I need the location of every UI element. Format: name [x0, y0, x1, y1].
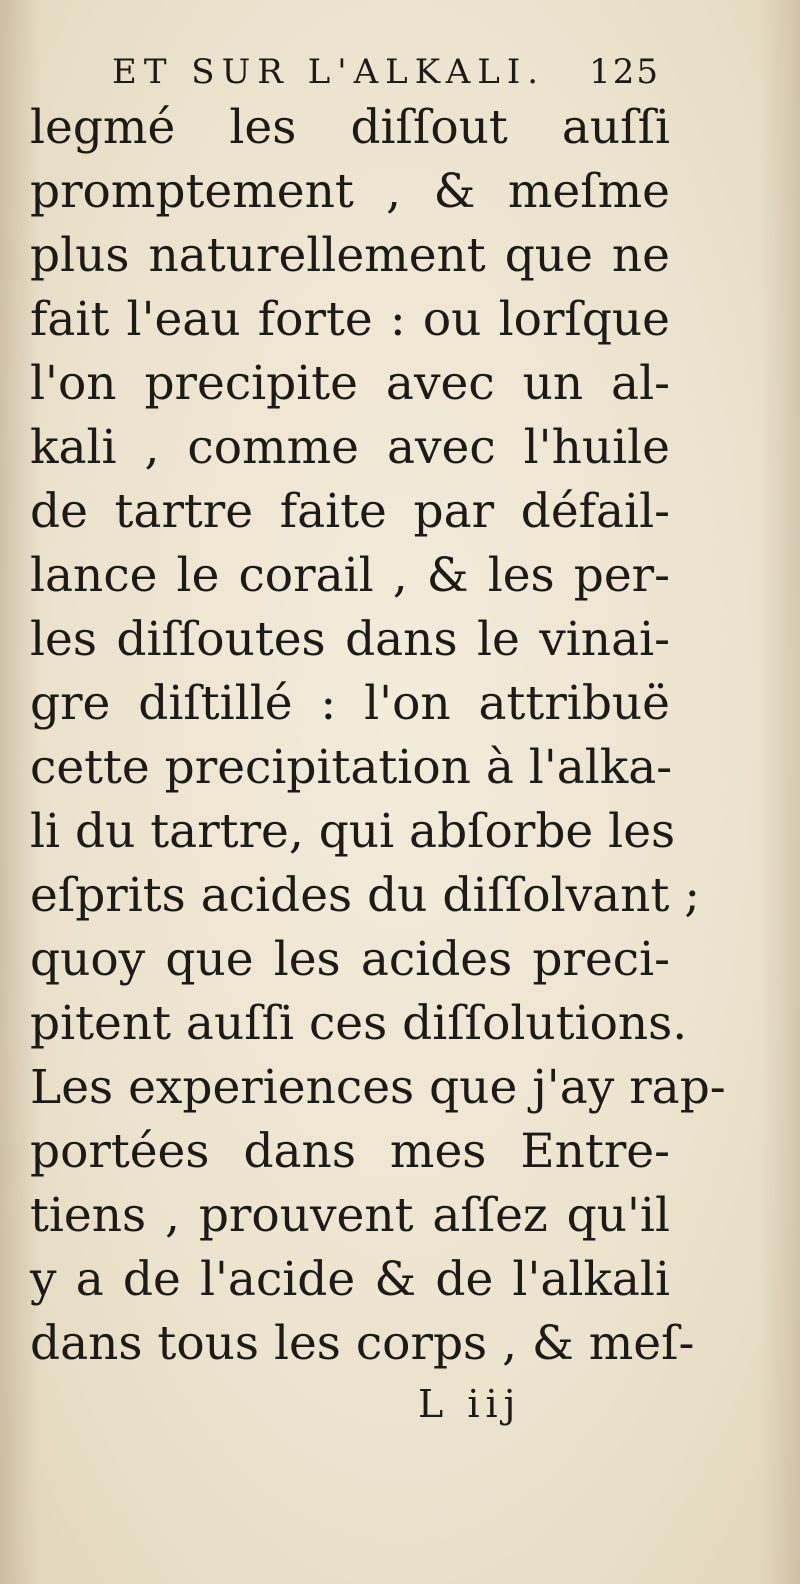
- text-line: l'on precipite avec un al-: [30, 356, 670, 411]
- signature-mark: L iij: [418, 1382, 522, 1426]
- text-line: les diſſoutes dans le vinai-: [30, 612, 670, 667]
- text-line: de tartre faite par défail-: [30, 484, 670, 539]
- text-line: legmé les diſſout auſſi: [30, 100, 670, 155]
- text-line: pitent auſſi ces diſſolutions.: [30, 996, 688, 1051]
- text-line: lance le corail , & les per-: [30, 548, 670, 603]
- page-header: [112, 52, 660, 96]
- text-line: y a de l'acide & de l'alkali: [30, 1252, 670, 1307]
- text-line: plus naturellement que ne: [30, 228, 670, 283]
- text-line: cette precipitation à l'alka-: [30, 740, 673, 795]
- text-line: portées dans mes Entre-: [30, 1124, 670, 1179]
- text-line: eſprits acides du diſſolvant ;: [30, 868, 701, 923]
- running-head: ET SUR L'ALKALI.: [112, 52, 546, 92]
- text-line: quoy que les acides preci-: [30, 932, 670, 987]
- text-line: tiens , prouvent aſſez qu'il: [30, 1188, 670, 1243]
- text-line: kali , comme avec l'huile: [30, 420, 670, 475]
- text-line: li du tartre, qui abſorbe les: [30, 804, 676, 859]
- page-number: 125: [589, 52, 660, 92]
- text-line: promptement , & meſme: [30, 164, 670, 219]
- text-line: fait l'eau forte : ou lorſque: [30, 292, 670, 347]
- text-line: gre diſtillé : l'on attribuë: [30, 676, 670, 731]
- body-text: [30, 96, 726, 1376]
- text-line: dans tous les corps , & meſ-: [30, 1316, 695, 1371]
- text-line: Les experiences que j'ay rap-: [30, 1060, 726, 1115]
